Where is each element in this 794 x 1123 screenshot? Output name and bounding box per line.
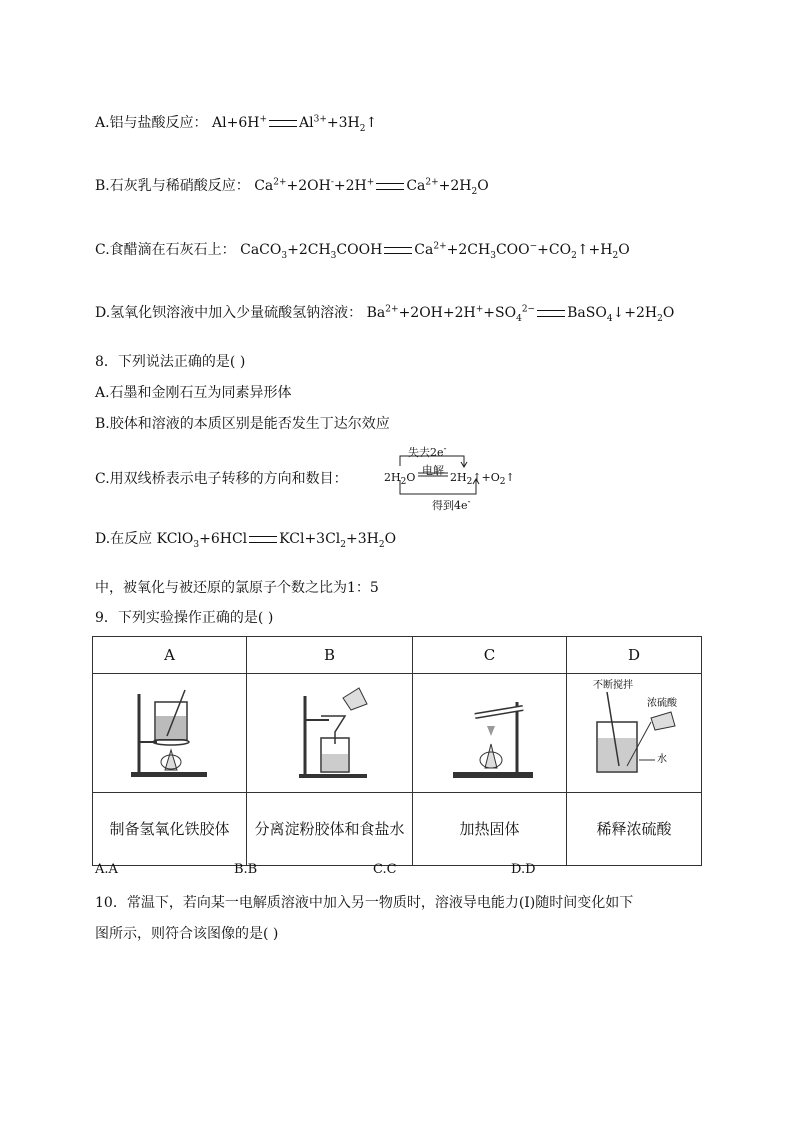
q9-option-a: A.A (95, 862, 118, 877)
dilution-icon (567, 674, 701, 792)
q9-option-d: D.D (511, 862, 536, 877)
q8-option-a: A.石墨和金刚石互为同素异形体 (95, 385, 292, 401)
filtration-icon (247, 674, 412, 792)
q9-option-b: B.B (234, 862, 258, 877)
q7-option-c: C.食醋滴在石灰石上： $CaCO_3+2CH_3COOH$ $Ca^{2+}+2CH_3COO^-+CO_2↑+H_2O$ (95, 241, 630, 261)
equation-b: $Ca^{2+}+2OH^-+2H^+$ $Ca^{2+}+2H_2O$ (254, 177, 489, 197)
double-bridge-diagram (380, 440, 525, 512)
q9-stem: 9．下列实验操作正确的是( ) (95, 610, 274, 626)
caption-d: 稀释浓硫酸 (567, 793, 702, 866)
apparatus-b (247, 674, 413, 793)
apparatus-a (93, 674, 247, 793)
apparatus-d (567, 674, 702, 793)
header-b: B (247, 637, 413, 674)
diagram-equation: $2H_2O$ (384, 471, 416, 488)
header-a: A (93, 637, 247, 674)
stir-label: 不断搅拌 (593, 680, 633, 691)
q8-option-b: B.胶体和溶液的本质区别是能否发生丁达尔效应 (95, 416, 390, 432)
diagram-products: $2H_2↑+O_2↑$ (450, 471, 515, 488)
q10-line2: 图所示，则符合该图像的是( ) (95, 926, 279, 942)
header-d: D (567, 637, 702, 674)
q8-option-d: D.在反应 KClO$_3$+6HCl $KCl+3Cl_2+3H_2O$ (95, 531, 397, 550)
gain-electrons-label: 得到4e- (432, 497, 471, 512)
q10-line1: 10．常温下，若向某一电解质溶液中加入另一物质时，溶液导电能力(I)随时间变化如下 (95, 895, 634, 911)
q8-option-c: C.用双线桥表示电子转移的方向和数目： (95, 471, 348, 487)
q7-option-b: B.石灰乳与稀硝酸反应： $Ca^{2+}+2OH^-+2H^+$ $Ca^{2+}+2H_2O$ (95, 177, 489, 197)
apparatus-c (413, 674, 567, 793)
experiment-table (92, 636, 702, 866)
q9-option-c: C.C (373, 862, 397, 877)
beaker-heating-icon (93, 674, 246, 792)
caption-b: 分离淀粉胶体和食盐水 (247, 793, 413, 866)
q7-option-d: D.氢氧化钡溶液中加入少量硫酸氢钠溶液： $Ba^{2+}+2OH+2H^++SO_4^{2-}$ $BaSO_4↓+2H_2O$ (95, 304, 675, 324)
q7-option-a: A.铝与盐酸反应： Al+6H+ $Al^{3+}+3H_2↑$ (95, 114, 378, 134)
q8-option-d-cont: 中，被氧化与被还原的氯原子个数之比为1：5 (95, 580, 379, 596)
caption-a: 制备氢氧化铁胶体 (93, 793, 247, 866)
equation-a: Al+6H+ $Al^{3+}+3H_2↑$ (212, 114, 378, 134)
q8-stem: 8．下列说法正确的是( ) (95, 354, 246, 370)
lose-electrons-label: 失去2e- (408, 444, 447, 459)
caption-c: 加热固体 (413, 793, 567, 866)
equation-q8d: KClO$_3$+6HCl $KCl+3Cl_2+3H_2O$ (152, 531, 397, 550)
acid-label: 浓硫酸 (647, 698, 677, 709)
water-label: 水 (657, 754, 667, 765)
equation-c: $CaCO_3+2CH_3COOH$ $Ca^{2+}+2CH_3COO^-+CO_2↑+H_2O$ (240, 241, 630, 261)
equation-d: $Ba^{2+}+2OH+2H^++SO_4^{2-}$ $BaSO_4↓+2H_2O$ (366, 304, 675, 324)
electrolysis-label: 电解 (422, 464, 444, 477)
header-c: C (413, 637, 567, 674)
test-tube-heating-icon (413, 674, 566, 792)
